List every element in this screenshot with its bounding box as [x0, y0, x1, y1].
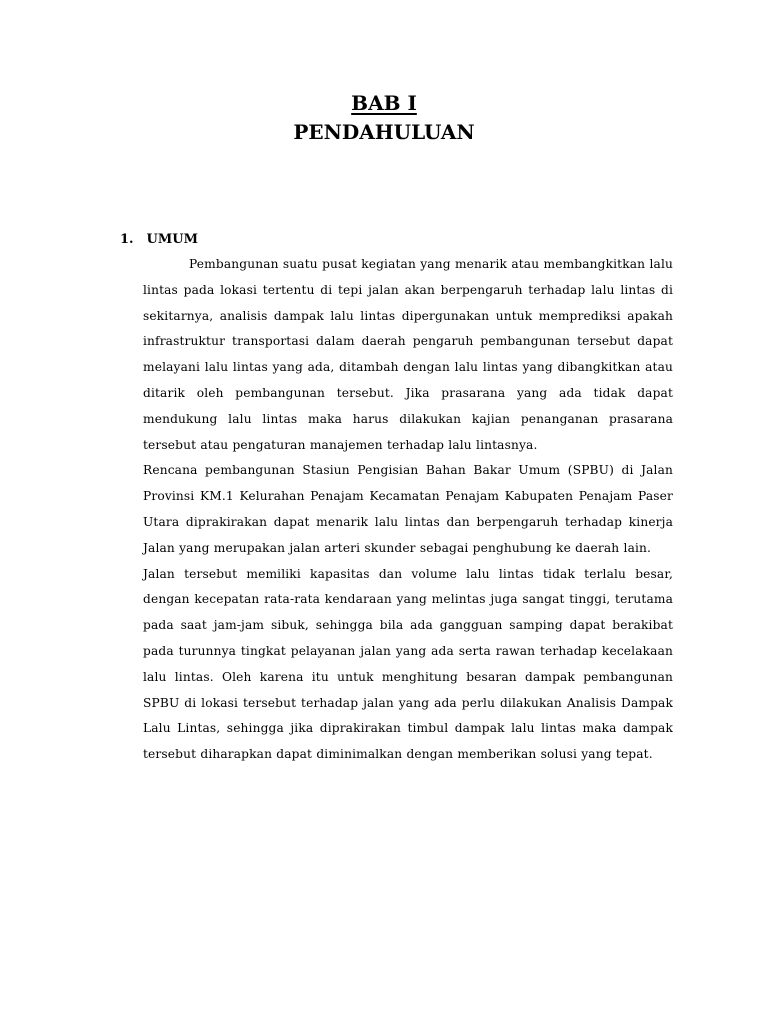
paragraph-3: Jalan tersebut memiliki kapasitas dan volume lalu lintas tidak terlalu besar, dengan kecepatan rata-rata kendaraan yang melintas juga sangat tinggi, terutama pada saat jam-jam sibuk, sehingga bila ada gangguan samping dapat berakibat pada turunnya tingkat pelayanan jalan yang ada serta rawan terhadap kecelakaan lalu lintas. Oleh karena itu untuk menghitung besaran dampak pembangunan SPBU di lokasi tersebut terhadap jalan yang ada perlu dilakukan Analisis Dampak Lalu Lintas, sehingga jika diprakirakan timbul dampak lalu lintas maka dampak tersebut diharapkan dapat diminimalkan dengan memberikan solusi yang tepat.: [143, 566, 673, 762]
body-text: [143, 252, 673, 768]
paragraph-2: Rencana pembangunan Stasiun Pengisian Bahan Bakar Umum (SPBU) di Jalan Provinsi KM.1 Kelurahan Penajam Kecamatan Penajam Kabupaten Penajam Paser Utara diprakirakan dapat menarik lalu lintas dan berpengaruh terhadap kinerja Jalan yang merupakan jalan arteri skunder sebagai penghubung ke daerah lain.: [143, 463, 673, 555]
section-number: 1.: [120, 232, 134, 247]
section-title: UMUM: [146, 232, 198, 247]
paragraph-1: Pembangunan suatu pusat kegiatan yang menarik atau membangkitkan lalu lintas pada lokasi tertentu di tepi jalan akan berpengaruh terhadap lalu lintas di sekitarnya, analisis dampak lalu lintas dipergunakan untuk memprediksi apakah infrastruktur transportasi dalam daerah pengaruh pembangunan tersebut dapat melayani lalu lintas yang ada, ditambah dengan lalu lintas yang dibangkitkan atau ditarik oleh pembangunan tersebut. Jika prasarana yang ada tidak dapat mendukung lalu lintas maka harus dilakukan kajian penanganan prasarana tersebut atau pengaturan manajemen terhadap lalu lintasnya.: [143, 257, 673, 452]
chapter-number: BAB I: [351, 91, 417, 115]
chapter-title: PENDAHULUAN: [293, 120, 475, 144]
section-heading: [120, 230, 198, 250]
